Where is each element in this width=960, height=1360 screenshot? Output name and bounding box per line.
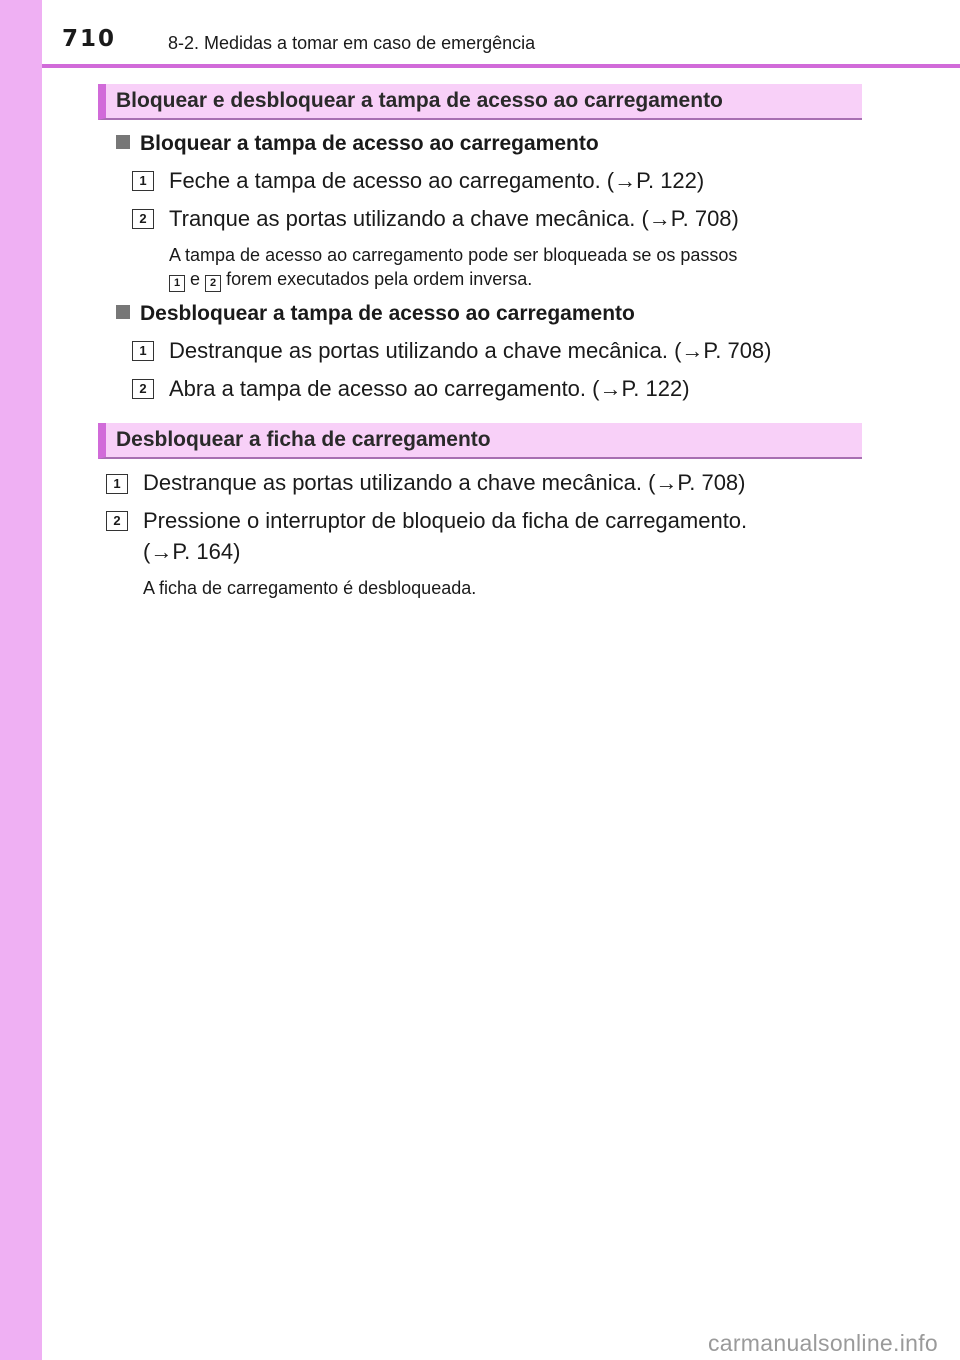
left-margin-bar [0, 0, 42, 1360]
step-number-1: 1 [106, 474, 128, 494]
square-bullet-icon [116, 305, 130, 319]
step-text-line: (→P. 164) [143, 539, 241, 564]
step-number-1: 1 [132, 341, 154, 361]
note-conjunction: e [190, 269, 201, 289]
watermark: carmanualsonline.info [707, 1330, 938, 1356]
subheading-lock [116, 131, 599, 157]
plug-note: A ficha de carregamento é desbloqueada. [143, 578, 477, 598]
note-line-rest: forem executados pela ordem inversa. [226, 269, 533, 289]
step-number-1: 1 [132, 171, 154, 191]
subheading-lock-text: Bloquear a tampa de acesso ao carregamento [140, 132, 599, 155]
step-text [143, 508, 747, 565]
section-header-charging-plug: Desbloquear a ficha de carregamento [98, 423, 862, 459]
step-text: Feche a tampa de acesso ao carregamento. (→P. 122) [169, 168, 705, 193]
step-number-2: 2 [106, 511, 128, 531]
step-text: Abra a tampa de acesso ao carregamento. (→P. 122) [169, 376, 690, 401]
step-text: Destranque as portas utilizando a chave mecânica. (→P. 708) [143, 470, 746, 495]
step-number-2: 2 [132, 379, 154, 399]
square-bullet-icon [116, 135, 130, 149]
step-ref-1: 1 [169, 275, 185, 292]
page-number: 710 [62, 26, 117, 52]
note-line [169, 267, 859, 292]
step-text-line: Pressione o interruptor de bloqueio da ficha de carregamento. [143, 508, 748, 533]
note-line: A tampa de acesso ao carregamento pode ser bloqueada se os passos [169, 245, 738, 265]
step-ref-2: 2 [205, 275, 221, 292]
chapter-title: 8-2. Medidas a tomar em caso de emergência [168, 33, 536, 53]
section-header-lock-unlock: Bloquear e desbloquear a tampa de acesso ao carregamento [98, 84, 862, 120]
step-number-2: 2 [132, 209, 154, 229]
subheading-unlock-text: Desbloquear a tampa de acesso ao carregamento [140, 302, 635, 325]
lock-note [169, 243, 859, 292]
step-text: Destranque as portas utilizando a chave mecânica. (→P. 708) [169, 338, 772, 363]
header-rule [42, 64, 960, 68]
step-text: Tranque as portas utilizando a chave mecânica. (→P. 708) [169, 206, 739, 231]
subheading-unlock [116, 301, 635, 327]
